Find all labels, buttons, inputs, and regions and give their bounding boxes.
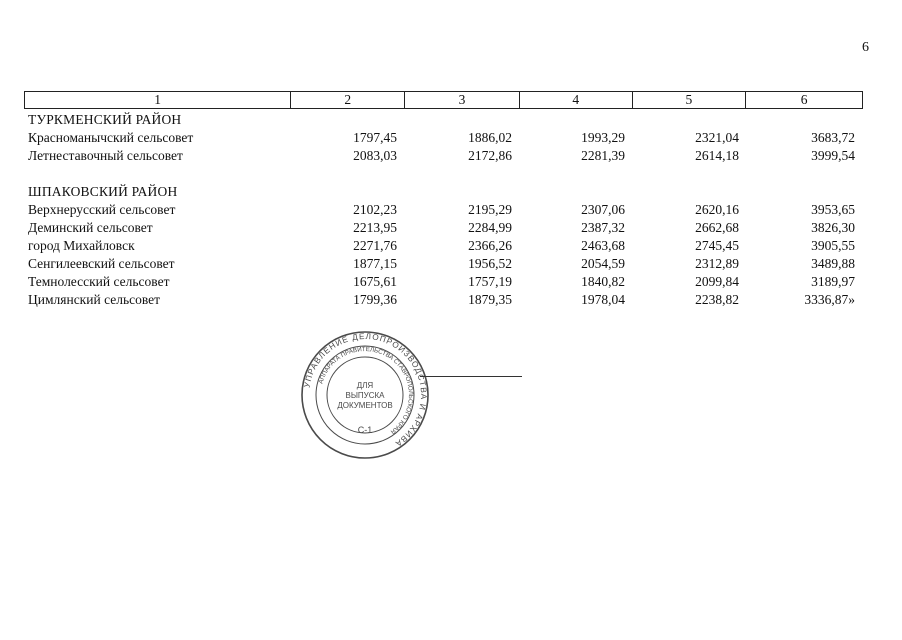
row-value: 1993,29 (581, 130, 625, 145)
row-value: 2238,82 (695, 292, 739, 307)
row-value: 2312,89 (695, 256, 739, 271)
row-value: 2281,39 (581, 148, 625, 163)
row-value: 2172,86 (468, 148, 512, 163)
row-value: 3905,55 (811, 238, 855, 253)
row-value: 2387,32 (581, 220, 625, 235)
stamp-inner-text: АППАРАТА ПРАВИТЕЛЬСТВА СТАВРОПОЛЬСКОГО КРАЯ (317, 345, 415, 436)
table-row (24, 291, 863, 309)
stamp-center-line-3: ДОКУМЕНТОВ (337, 401, 393, 410)
row-value: 1978,04 (581, 292, 625, 307)
table-row (24, 255, 863, 273)
table-row (24, 147, 863, 165)
row-value: 3489,88 (811, 256, 855, 271)
row-name: Деминский сельсовет (28, 220, 153, 235)
row-name: Темнолесский сельсовет (28, 274, 170, 289)
row-value: 1879,35 (468, 292, 512, 307)
row-value: 2102,23 (353, 202, 397, 217)
official-stamp (300, 330, 430, 460)
row-name: Сенгилеевский сельсовет (28, 256, 175, 271)
table-header-row (24, 91, 863, 109)
stamp-outer-text: УПРАВЛЕНИЕ ДЕЛОПРОИЗВОДСТВА И АРХИВА (302, 331, 429, 449)
section-title-turkmensky: ТУРКМЕНСКИЙ РАЙОН (28, 112, 182, 127)
column-header-5: 5 (633, 92, 747, 108)
row-value: 2745,45 (695, 238, 739, 253)
row-value: 1799,36 (353, 292, 397, 307)
section-title-shpakovsky: ШПАКОВСКИЙ РАЙОН (28, 184, 178, 199)
stamp-number: С-1 (357, 425, 373, 435)
table-row (24, 129, 863, 147)
row-value: 3953,65 (811, 202, 855, 217)
section-gap (24, 165, 863, 183)
row-value: 2083,03 (353, 148, 397, 163)
page-number: 6 (862, 40, 869, 55)
row-value: 2614,18 (695, 148, 739, 163)
column-header-6: 6 (800, 92, 808, 107)
row-value: 2620,16 (695, 202, 739, 217)
data-table (24, 91, 863, 309)
row-value: 3999,54 (811, 148, 855, 163)
row-name: Цимлянский сельсовет (28, 292, 161, 307)
row-name: Летнеставочный сельсовет (28, 148, 183, 163)
row-value: 2307,06 (581, 202, 625, 217)
row-value: 3189,97 (811, 274, 855, 289)
column-header-4: 4 (520, 92, 633, 108)
row-value: 2099,84 (695, 274, 739, 289)
row-value: 1840,82 (581, 274, 625, 289)
row-value: 2463,68 (581, 238, 625, 253)
row-value: 3683,72 (811, 130, 855, 145)
row-value: 2662,68 (695, 220, 739, 235)
row-value: 2284,99 (468, 220, 512, 235)
signature-line (420, 376, 522, 377)
table-row (24, 219, 863, 237)
row-value: 1886,02 (468, 130, 512, 145)
row-value: 2195,29 (468, 202, 512, 217)
table-row (24, 273, 863, 291)
column-header-3: 3 (405, 92, 520, 108)
row-name: Верхнерусский сельсовет (28, 202, 176, 217)
row-value: 2213,95 (353, 220, 397, 235)
row-name: город Михайловск (28, 238, 135, 253)
row-value: 2366,26 (468, 238, 512, 253)
row-value: 3336,87» (804, 292, 855, 307)
column-header-2: 2 (291, 92, 405, 108)
stamp-center-line-1: ДЛЯ (356, 381, 374, 390)
row-value: 1675,61 (353, 274, 397, 289)
row-value: 1956,52 (468, 256, 512, 271)
row-value: 1797,45 (353, 130, 397, 145)
table-row (24, 201, 863, 219)
row-value: 2271,76 (353, 238, 397, 253)
row-value: 3826,30 (811, 220, 855, 235)
column-header-1: 1 (25, 92, 291, 108)
row-value: 2321,04 (695, 130, 739, 145)
row-value: 1877,15 (353, 256, 397, 271)
row-value: 1757,19 (468, 274, 512, 289)
row-value: 2054,59 (581, 256, 625, 271)
stamp-center-line-2: ВЫПУСКА (345, 391, 385, 400)
table-row (24, 237, 863, 255)
row-name: Красноманычский сельсовет (28, 130, 194, 145)
